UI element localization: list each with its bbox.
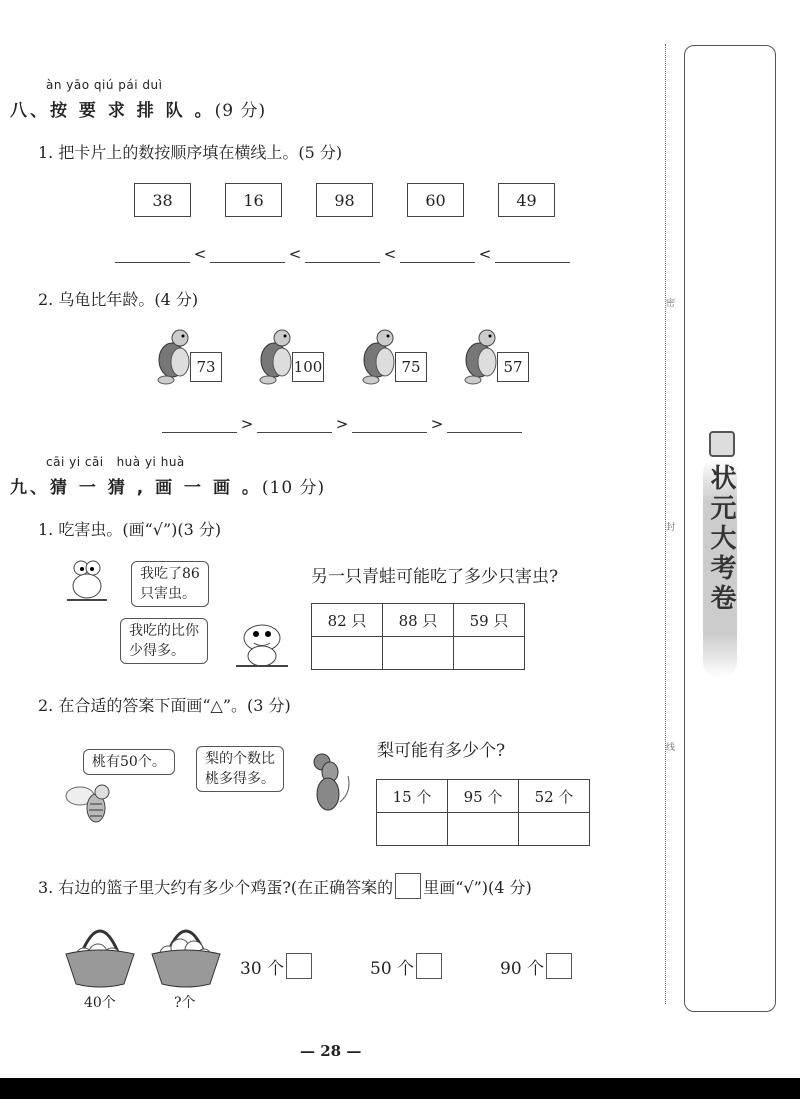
turtle-age: 100 xyxy=(292,352,324,382)
basket-label: 40个 xyxy=(84,995,116,1011)
less-than-sign: < xyxy=(193,245,207,263)
turtle-card xyxy=(357,328,427,388)
option-label: 90 个 xyxy=(500,958,545,979)
less-than-sign: < xyxy=(383,245,397,263)
brand-logo-icon xyxy=(709,431,735,457)
bubble-line: 桃多得多。 xyxy=(205,771,275,787)
answer-table xyxy=(376,779,590,846)
answer-option: 88 只 xyxy=(383,604,454,637)
answer-cell[interactable] xyxy=(454,637,525,670)
option-label: 30 个 xyxy=(240,958,285,979)
q9-3-text: 里画“√”)(4 分) xyxy=(423,877,532,897)
bottom-black-bar xyxy=(0,1078,800,1099)
turtle-card xyxy=(152,328,222,388)
turtle-age: 57 xyxy=(497,352,529,382)
bubble-line: 只害虫。 xyxy=(140,586,196,602)
q8-1-prompt: 1. 把卡片上的数按顺序填在横线上。(5 分) xyxy=(38,143,343,162)
bubble-line: 我吃了86 xyxy=(140,566,200,582)
turtle-age: 75 xyxy=(395,352,427,382)
turtle-card xyxy=(254,328,324,388)
turtle-card xyxy=(459,328,529,388)
section9-pinyin: cāi yi cāi huà yi huà xyxy=(46,455,185,469)
section9-points: (10 分) xyxy=(261,478,326,498)
answer-option: 15 个 xyxy=(377,780,448,813)
answer-cell[interactable] xyxy=(519,813,590,846)
answer-blank[interactable] xyxy=(257,412,332,433)
option-checkbox[interactable] xyxy=(286,953,312,979)
checkbox-sample xyxy=(395,873,421,899)
seal-char: 封 xyxy=(666,523,676,533)
basket-label: ?个 xyxy=(174,995,196,1011)
section9-heading xyxy=(10,473,325,498)
egg-option xyxy=(370,953,442,979)
less-than-sign: < xyxy=(478,245,492,263)
answer-blank[interactable] xyxy=(210,242,285,263)
answer-blank[interactable] xyxy=(162,412,237,433)
bubble-line: 桃有50个。 xyxy=(92,754,166,770)
frog-icon xyxy=(232,618,292,668)
q9-2-question: 梨可能有多少个? xyxy=(377,741,506,761)
speech-bubble xyxy=(131,561,209,607)
speech-bubble xyxy=(83,749,175,775)
number-card: 49 xyxy=(498,183,555,217)
q9-2-prompt: 2. 在合适的答案下面画“△”。(3 分) xyxy=(38,696,291,715)
option-checkbox[interactable] xyxy=(416,953,442,979)
answer-option: 82 只 xyxy=(312,604,383,637)
answer-option: 52 个 xyxy=(519,780,590,813)
section8-title: 八、按 要 求 排 队 。 xyxy=(10,101,215,121)
number-card: 38 xyxy=(134,183,191,217)
number-cards xyxy=(134,183,555,217)
answer-blank[interactable] xyxy=(495,242,570,263)
q9-3-text: 3. 右边的篮子里大约有多少个鸡蛋?(在正确答案的 xyxy=(38,877,394,897)
answer-cell[interactable] xyxy=(377,813,448,846)
answer-option: 95 个 xyxy=(448,780,519,813)
answer-blank[interactable] xyxy=(352,412,427,433)
page-number: — 28 — xyxy=(300,1042,362,1060)
number-card: 16 xyxy=(225,183,282,217)
binding-margin-panel xyxy=(684,45,776,1012)
greater-than-sign: > xyxy=(430,415,444,433)
section8-points: (9 分) xyxy=(214,101,267,121)
speech-bubble xyxy=(120,618,208,664)
section8-pinyin: àn yāo qiú pái duì xyxy=(46,78,163,92)
brand-banner xyxy=(703,458,737,678)
egg-option xyxy=(500,953,572,979)
frog-icon xyxy=(62,556,112,604)
section9-title: 九、猜 一 猜 , 画 一 画 。 xyxy=(10,478,262,498)
seal-char: 线 xyxy=(666,743,676,753)
option-label: 50 个 xyxy=(370,958,415,979)
q9-1-question: 另一只青蛙可能吃了多少只害虫? xyxy=(311,567,559,587)
turtle-age: 73 xyxy=(190,352,222,382)
answer-blank[interactable] xyxy=(400,242,475,263)
q8-2-prompt: 2. 乌龟比年龄。(4 分) xyxy=(38,290,199,309)
less-than-sign: < xyxy=(288,245,302,263)
number-card: 60 xyxy=(407,183,464,217)
section8-heading xyxy=(10,96,266,121)
greater-than-sign: > xyxy=(240,415,254,433)
bubble-line: 我吃的比你 xyxy=(129,623,199,639)
brand-name: 状元大考卷 xyxy=(706,464,736,614)
basket-icon xyxy=(62,920,137,990)
q9-3-prompt xyxy=(38,873,532,899)
mouse-icon xyxy=(310,752,355,814)
number-card: 98 xyxy=(316,183,373,217)
answer-option: 59 只 xyxy=(454,604,525,637)
answer-cell[interactable] xyxy=(383,637,454,670)
answer-cell[interactable] xyxy=(448,813,519,846)
ascending-order-answer xyxy=(115,242,570,263)
basket-icon xyxy=(148,920,223,990)
answer-table xyxy=(311,603,525,670)
option-checkbox[interactable] xyxy=(546,953,572,979)
q9-1-prompt: 1. 吃害虫。(画“√”)(3 分) xyxy=(38,520,222,539)
speech-bubble xyxy=(196,746,284,792)
bubble-line: 少得多。 xyxy=(129,643,185,659)
egg-option xyxy=(240,953,312,979)
seal-char: 密 xyxy=(666,299,676,309)
greater-than-sign: > xyxy=(335,415,349,433)
answer-blank[interactable] xyxy=(447,412,522,433)
bee-icon xyxy=(62,778,124,833)
descending-order-answer xyxy=(162,412,522,433)
answer-blank[interactable] xyxy=(305,242,380,263)
answer-blank[interactable] xyxy=(115,242,190,263)
bubble-line: 梨的个数比 xyxy=(205,751,275,767)
answer-cell[interactable] xyxy=(312,637,383,670)
